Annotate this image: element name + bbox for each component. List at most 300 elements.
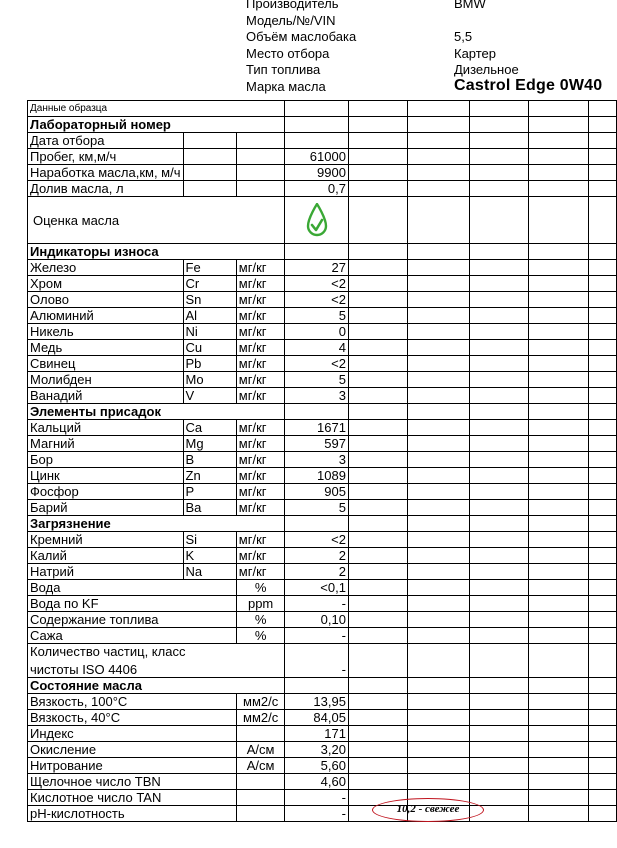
parameter-name: Свинец — [28, 356, 184, 372]
parameter-value: 1671 — [285, 420, 349, 436]
unit — [236, 726, 285, 742]
empty-cell — [469, 452, 528, 468]
element-symbol: Na — [183, 564, 236, 580]
empty-cell — [408, 468, 469, 484]
element-symbol: V — [183, 388, 236, 404]
unit — [236, 806, 285, 822]
parameter-name: Бор — [28, 452, 184, 468]
empty-cell — [469, 758, 528, 774]
empty-cell — [529, 726, 588, 742]
empty-cell — [408, 149, 469, 165]
parameter-name: Молибден — [28, 372, 184, 388]
empty-cell — [588, 388, 616, 404]
empty-cell — [588, 628, 616, 644]
element-symbol: Al — [183, 308, 236, 324]
header-value: BMW — [454, 0, 486, 11]
empty-cell — [588, 806, 616, 822]
parameter-name: Вода — [28, 580, 237, 596]
table-row — [28, 774, 617, 790]
empty-cell — [348, 742, 407, 758]
header-label: Модель/№/VIN — [246, 13, 336, 28]
empty-cell — [469, 532, 528, 548]
empty-cell — [348, 197, 407, 244]
unit: мг/кг — [236, 452, 285, 468]
empty-cell — [588, 694, 616, 710]
empty-cell — [529, 197, 588, 244]
empty-cell — [408, 181, 469, 197]
parameter-value: 5 — [285, 308, 349, 324]
parameter-name: Вязкость, 40°С — [28, 710, 237, 726]
empty-cell — [348, 596, 407, 612]
empty-cell — [529, 790, 588, 806]
unit: мг/кг — [236, 468, 285, 484]
element-symbol: Mg — [183, 436, 236, 452]
table-row — [28, 806, 617, 822]
empty-cell — [469, 372, 528, 388]
empty-cell — [469, 710, 528, 726]
section-title: Элементы присадок — [28, 404, 285, 420]
empty-cell — [529, 628, 588, 644]
unit: мг/кг — [236, 420, 285, 436]
parameter-name: Никель — [28, 324, 184, 340]
table-row — [28, 726, 617, 742]
parameter-value: <0,1 — [285, 580, 349, 596]
element-symbol — [183, 165, 236, 181]
empty-cell — [408, 774, 469, 790]
table-row — [28, 710, 617, 726]
table-row — [28, 484, 617, 500]
empty-cell — [408, 484, 469, 500]
table-row — [28, 388, 617, 404]
empty-cell — [408, 564, 469, 580]
empty-cell — [529, 372, 588, 388]
empty-cell — [408, 580, 469, 596]
empty-cell — [469, 356, 528, 372]
table-row — [28, 452, 617, 468]
empty-cell — [408, 340, 469, 356]
empty-cell — [588, 580, 616, 596]
empty-cell — [469, 742, 528, 758]
parameter-name: Дата отбора — [28, 133, 184, 149]
empty-cell — [588, 276, 616, 292]
parameter-value: 2 — [285, 564, 349, 580]
empty-cell — [408, 372, 469, 388]
empty-cell — [408, 404, 469, 420]
unit — [236, 149, 285, 165]
analysis-table — [27, 100, 617, 822]
empty-cell — [469, 436, 528, 452]
unit: мг/кг — [236, 260, 285, 276]
empty-cell — [408, 694, 469, 710]
parameter-value: 4 — [285, 340, 349, 356]
element-symbol: Fe — [183, 260, 236, 276]
table-row — [28, 244, 617, 260]
empty-cell — [469, 694, 528, 710]
table-row — [28, 742, 617, 758]
empty-cell — [588, 117, 616, 133]
empty-cell — [348, 726, 407, 742]
parameter-name: Алюминий — [28, 308, 184, 324]
green-drop-check-icon — [306, 203, 328, 237]
empty-cell — [408, 548, 469, 564]
table-row — [28, 628, 617, 644]
parameter-name-line1: Количество частиц, класс — [30, 644, 186, 659]
empty-cell — [588, 644, 616, 678]
element-symbol — [183, 181, 236, 197]
empty-cell — [588, 774, 616, 790]
parameter-name: pH-кислотность — [28, 806, 237, 822]
empty-cell — [588, 308, 616, 324]
parameter-value: 5 — [285, 372, 349, 388]
empty-cell — [529, 500, 588, 516]
empty-cell — [348, 292, 407, 308]
parameter-value: 3 — [285, 452, 349, 468]
empty-cell — [469, 612, 528, 628]
empty-cell — [529, 532, 588, 548]
table-row — [28, 516, 617, 532]
unit: % — [236, 612, 285, 628]
empty-cell — [408, 260, 469, 276]
empty-cell — [348, 260, 407, 276]
section-title: Индикаторы износа — [28, 244, 285, 260]
parameter-name: Сажа — [28, 628, 237, 644]
table-row — [28, 468, 617, 484]
parameter-value: 905 — [285, 484, 349, 500]
parameter-value — [285, 133, 349, 149]
parameter-value: 27 — [285, 260, 349, 276]
empty-cell — [469, 165, 528, 181]
empty-cell — [529, 340, 588, 356]
empty-cell — [348, 372, 407, 388]
empty-cell — [408, 742, 469, 758]
parameter-name: Кальций — [28, 420, 184, 436]
empty-cell — [469, 468, 528, 484]
empty-cell — [588, 244, 616, 260]
parameter-value — [285, 678, 349, 694]
parameter-name: Оценка масла — [28, 197, 285, 244]
empty-cell — [348, 101, 407, 117]
table-row — [28, 260, 617, 276]
table-row — [28, 149, 617, 165]
table-row — [28, 165, 617, 181]
empty-cell — [348, 564, 407, 580]
unit: мг/кг — [236, 564, 285, 580]
empty-cell — [348, 532, 407, 548]
empty-cell — [588, 197, 616, 244]
sample-header — [0, 0, 617, 100]
empty-cell — [469, 181, 528, 197]
unit: мг/кг — [236, 324, 285, 340]
section-title: Лабораторный номер — [28, 117, 285, 133]
header-label: Объём маслобака — [246, 29, 357, 44]
header-label: Марка масла — [246, 79, 326, 94]
empty-cell — [469, 133, 528, 149]
empty-cell — [588, 532, 616, 548]
parameter-name: Кислотное число TAN — [28, 790, 237, 806]
empty-cell — [408, 133, 469, 149]
parameter-value: 3,20 — [285, 742, 349, 758]
empty-cell — [408, 436, 469, 452]
empty-cell — [529, 165, 588, 181]
table-row — [28, 580, 617, 596]
parameter-value: 3 — [285, 388, 349, 404]
empty-cell — [469, 197, 528, 244]
unit — [236, 181, 285, 197]
parameter-value: 61000 — [285, 149, 349, 165]
empty-cell — [529, 452, 588, 468]
parameter-value: 0,10 — [285, 612, 349, 628]
empty-cell — [588, 452, 616, 468]
element-symbol: Si — [183, 532, 236, 548]
empty-cell — [408, 420, 469, 436]
empty-cell — [588, 726, 616, 742]
empty-cell — [469, 117, 528, 133]
table-row — [28, 292, 617, 308]
empty-cell — [348, 484, 407, 500]
empty-cell — [588, 356, 616, 372]
parameter-name: Кремний — [28, 532, 184, 548]
parameter-value: - — [285, 628, 349, 644]
element-symbol: Pb — [183, 356, 236, 372]
header-label: Производитель — [246, 0, 339, 11]
parameter-value — [285, 244, 349, 260]
table-row — [28, 324, 617, 340]
parameter-name: Натрий — [28, 564, 184, 580]
empty-cell — [348, 644, 407, 678]
empty-cell — [529, 580, 588, 596]
element-symbol: Sn — [183, 292, 236, 308]
assessment-cell — [285, 197, 349, 244]
empty-cell — [588, 165, 616, 181]
element-symbol: Mo — [183, 372, 236, 388]
parameter-value: <2 — [285, 532, 349, 548]
empty-cell — [408, 500, 469, 516]
empty-cell — [469, 244, 528, 260]
empty-cell — [588, 742, 616, 758]
parameter-name: Фосфор — [28, 484, 184, 500]
empty-cell — [348, 580, 407, 596]
empty-cell — [469, 260, 528, 276]
empty-cell — [408, 678, 469, 694]
parameter-name: Железо — [28, 260, 184, 276]
empty-cell — [588, 468, 616, 484]
empty-cell — [529, 596, 588, 612]
empty-cell — [588, 372, 616, 388]
unit: мг/кг — [236, 388, 285, 404]
unit — [236, 133, 285, 149]
parameter-name: Долив масла, л — [28, 181, 184, 197]
unit: мг/кг — [236, 484, 285, 500]
empty-cell — [469, 678, 528, 694]
unit: мм2/с — [236, 710, 285, 726]
table-row — [28, 420, 617, 436]
empty-cell — [529, 276, 588, 292]
empty-cell — [348, 628, 407, 644]
element-symbol: Ni — [183, 324, 236, 340]
empty-cell — [529, 806, 588, 822]
empty-cell — [588, 149, 616, 165]
header-value: 5,5 — [454, 29, 473, 44]
empty-cell — [529, 742, 588, 758]
empty-cell — [348, 612, 407, 628]
parameter-value: <2 — [285, 276, 349, 292]
empty-cell — [348, 181, 407, 197]
empty-cell — [469, 548, 528, 564]
empty-cell — [348, 340, 407, 356]
parameter-value: 2 — [285, 548, 349, 564]
parameter-value: 4,60 — [285, 774, 349, 790]
parameter-name: Пробег, км,м/ч — [28, 149, 184, 165]
table-row — [28, 308, 617, 324]
parameter-name: Нитрование — [28, 758, 237, 774]
unit — [236, 165, 285, 181]
element-symbol — [183, 149, 236, 165]
empty-cell — [408, 644, 469, 678]
empty-cell — [408, 452, 469, 468]
empty-cell — [469, 149, 528, 165]
parameter-value: - — [285, 644, 349, 678]
element-symbol: Cr — [183, 276, 236, 292]
element-symbol: Ca — [183, 420, 236, 436]
section-title: Данные образца — [28, 101, 285, 117]
empty-cell — [408, 612, 469, 628]
empty-cell — [469, 420, 528, 436]
table-row — [28, 500, 617, 516]
parameter-name: Олово — [28, 292, 184, 308]
element-symbol: B — [183, 452, 236, 468]
empty-cell — [408, 516, 469, 532]
empty-cell — [529, 292, 588, 308]
header-value: Castrol Edge 0W40 — [454, 77, 603, 94]
parameter-value: <2 — [285, 356, 349, 372]
empty-cell — [348, 678, 407, 694]
empty-cell — [408, 244, 469, 260]
unit: мг/кг — [236, 276, 285, 292]
header-value: Картер — [454, 46, 497, 61]
parameter-value: 9900 — [285, 165, 349, 181]
table-row — [28, 117, 617, 133]
empty-cell — [588, 436, 616, 452]
parameter-name: Наработка масла,км, м/ч — [28, 165, 184, 181]
header-label: Тип топлива — [246, 62, 321, 77]
parameter-name: Вода по KF — [28, 596, 237, 612]
empty-cell — [348, 356, 407, 372]
empty-cell — [469, 726, 528, 742]
unit: мг/кг — [236, 356, 285, 372]
parameter-value: <2 — [285, 292, 349, 308]
parameter-value — [285, 516, 349, 532]
element-symbol: Zn — [183, 468, 236, 484]
table-row — [28, 404, 617, 420]
empty-cell — [348, 244, 407, 260]
unit: мг/кг — [236, 372, 285, 388]
empty-cell — [408, 117, 469, 133]
empty-cell — [529, 260, 588, 276]
table-row — [28, 372, 617, 388]
table-row — [28, 758, 617, 774]
parameter-name: Ванадий — [28, 388, 184, 404]
table-row — [28, 340, 617, 356]
unit: мг/кг — [236, 532, 285, 548]
table-row — [28, 644, 617, 678]
unit: А/см — [236, 758, 285, 774]
parameter-value: 1089 — [285, 468, 349, 484]
parameter-name-line2: чистоты ISO 4406 — [30, 662, 138, 677]
empty-cell — [529, 308, 588, 324]
unit: мг/кг — [236, 548, 285, 564]
table-row — [28, 790, 617, 806]
header-value: Дизельное — [454, 62, 519, 77]
table-row — [28, 181, 617, 197]
empty-cell — [469, 484, 528, 500]
empty-cell — [469, 388, 528, 404]
unit — [236, 774, 285, 790]
empty-cell — [588, 564, 616, 580]
parameter-name: Щелочное число TBN — [28, 774, 237, 790]
empty-cell — [469, 644, 528, 678]
empty-cell — [469, 276, 528, 292]
empty-cell — [529, 404, 588, 420]
parameter-value: 5,60 — [285, 758, 349, 774]
empty-cell — [529, 758, 588, 774]
empty-cell — [408, 596, 469, 612]
parameter-name: Медь — [28, 340, 184, 356]
empty-cell — [588, 101, 616, 117]
table-row — [28, 197, 617, 244]
empty-cell — [588, 596, 616, 612]
empty-cell — [408, 165, 469, 181]
empty-cell — [588, 340, 616, 356]
empty-cell — [348, 388, 407, 404]
parameter-value: 171 — [285, 726, 349, 742]
parameter-value: 13,95 — [285, 694, 349, 710]
header-label: Место отбора — [246, 46, 330, 61]
unit: мг/кг — [236, 340, 285, 356]
empty-cell — [588, 292, 616, 308]
empty-cell — [348, 324, 407, 340]
empty-cell — [529, 644, 588, 678]
empty-cell — [588, 548, 616, 564]
parameter-name: Индекс — [28, 726, 237, 742]
empty-cell — [348, 420, 407, 436]
empty-cell — [529, 181, 588, 197]
empty-cell — [529, 101, 588, 117]
empty-cell — [469, 404, 528, 420]
empty-cell — [348, 308, 407, 324]
unit: мг/кг — [236, 500, 285, 516]
element-symbol: Ba — [183, 500, 236, 516]
table-row — [28, 356, 617, 372]
empty-cell — [408, 356, 469, 372]
element-symbol: Cu — [183, 340, 236, 356]
parameter-name: Окисление — [28, 742, 237, 758]
unit — [236, 790, 285, 806]
unit: % — [236, 580, 285, 596]
empty-cell — [408, 292, 469, 308]
empty-cell — [529, 388, 588, 404]
empty-cell — [588, 133, 616, 149]
table-row — [28, 276, 617, 292]
empty-cell — [348, 758, 407, 774]
empty-cell — [588, 710, 616, 726]
empty-cell — [529, 774, 588, 790]
section-title: Состояние масла — [28, 678, 285, 694]
empty-cell — [469, 564, 528, 580]
empty-cell — [348, 404, 407, 420]
empty-cell — [348, 710, 407, 726]
empty-cell — [348, 133, 407, 149]
element-symbol: P — [183, 484, 236, 500]
